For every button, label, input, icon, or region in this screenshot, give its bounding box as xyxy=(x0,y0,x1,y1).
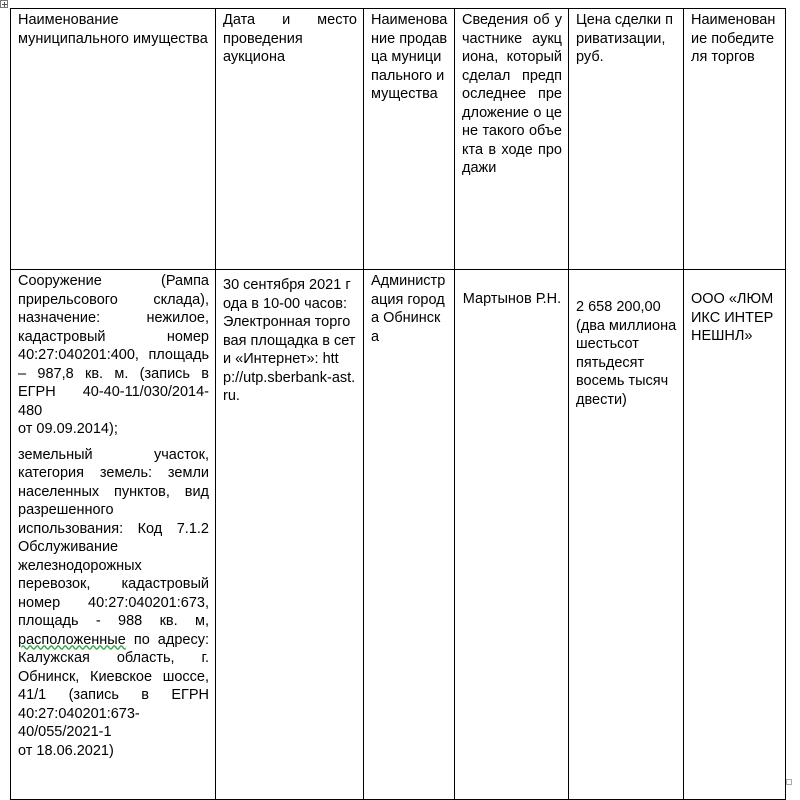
auction-results-table xyxy=(10,8,786,800)
cell-property-description xyxy=(11,270,216,800)
table-resize-handle-icon[interactable] xyxy=(786,779,792,785)
header-auction-date-place: Дата и место проведения аукциона xyxy=(216,9,364,270)
table-move-handle-icon[interactable] xyxy=(0,0,8,8)
header-seller: Наименование продавца муниципального имущества xyxy=(364,9,455,270)
header-property-name: Наименование муниципального имущества xyxy=(11,9,216,270)
spellcheck-marked-word: расположенные xyxy=(18,631,126,648)
cell-winner: ООО «ЛЮМИКС ИНТЕРНЕШНЛ» xyxy=(684,270,786,800)
table-row xyxy=(11,270,786,800)
cell-auction-date-place: 30 сентября 2021 года в 10-00 часов: Электронная торговая площадка в сети «Интернет»: http://utp.sberbank-ast.ru. xyxy=(216,270,364,800)
header-winner: Наименование победителя торгов xyxy=(684,9,786,270)
price-value: 2 658 200,00 xyxy=(576,299,661,315)
table-header-row xyxy=(11,9,786,270)
header-price: Цена сделки приватизации, руб. xyxy=(569,9,684,270)
header-previous-bidder: Сведения об участнике аукциона, который сделал предпоследнее предложение о цене такого объекта в ходе продажи xyxy=(455,9,569,270)
price-in-words: (два миллиона шестьсот пятьдесят восемь тысяч двести) xyxy=(576,317,677,408)
cell-seller: Администрация города Обнинска xyxy=(364,270,455,800)
cell-price xyxy=(569,270,684,800)
cell-previous-bidder: Мартынов Р.Н. xyxy=(455,270,569,800)
property-land-text: земельный участок, категория земель: земли населенных пунктов, вид разрешенного использования: Код 7.1.2 Обслуживание железнодорожных перевозок, кадастровый номер 40:27:040201:673, площадь - 988 кв. м, расположенные по адресу: Калужская область, г. Обнинск, Киевское шоссе, 41/1 (запись в ЕГРН 40:27:040201:673-40/055/2021-1 от 18.06.2021) xyxy=(18,446,209,759)
property-structure-text: Сооружение (Рампа прирельсового склада), назначение: нежилое, кадастровый номер 40:27:040201:400, площадь – 987,8 кв. м. (запись в ЕГРН 40-40-11/030/2014-480 от 09.09.2014); xyxy=(18,273,209,437)
